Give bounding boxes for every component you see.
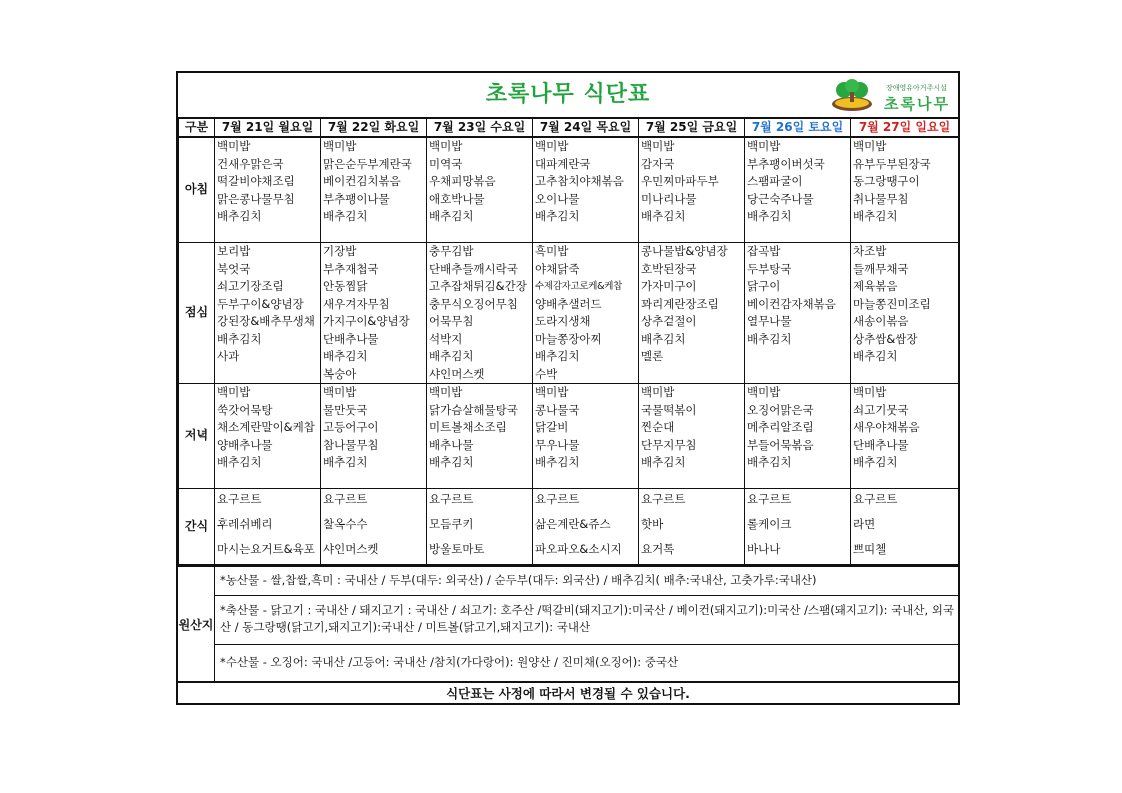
menu-item: 맑은순두부계란국: [323, 156, 412, 171]
menu-item: 동그랑땡구이: [853, 174, 920, 188]
menu-item: 배추김치: [323, 349, 368, 363]
snack-item: 쁘띠첼: [853, 542, 887, 556]
menu-item: 야채닭죽: [535, 261, 580, 276]
menu-item: 백미밥: [535, 385, 569, 399]
dinner-cell-sun: [851, 384, 959, 489]
snack-item: 마시는요거트&육포: [217, 542, 315, 556]
menu-item: 맑은콩나물무침: [217, 191, 295, 206]
menu-item: 배추김치: [429, 349, 474, 363]
menu-item: 백미밥: [641, 139, 675, 153]
footer-notice: 식단표는 사정에 따라서 변경될 수 있습니다.: [178, 681, 958, 705]
menu-item: 베이컨김치볶음: [323, 174, 401, 188]
menu-item: 배추김치: [429, 455, 474, 469]
snack-cell-sat: [745, 489, 851, 565]
snack-item: 찰옥수수: [323, 517, 368, 531]
menu-item: 배추김치: [217, 455, 262, 469]
snack-label: 간식: [179, 489, 215, 565]
menu-item: 백미밥: [323, 139, 357, 153]
menu-item: 백미밥: [747, 385, 781, 399]
menu-item: 미역국: [429, 156, 463, 171]
snack-item: 요구르트: [217, 492, 262, 506]
menu-item: 배추김치: [853, 349, 898, 363]
menu-item: 단무지무침: [641, 437, 697, 452]
menu-item: 어묵무침: [429, 314, 474, 328]
menu-item: 배추김치: [535, 349, 580, 363]
menu-item: 새우야채볶음: [853, 420, 920, 434]
snack-item: 요구르트: [747, 492, 792, 506]
menu-item: 상추쌈&쌈장: [853, 331, 918, 346]
menu-item: 배추김치: [217, 209, 262, 223]
menu-item: 대파계란국: [535, 156, 591, 171]
header-day-sun: 7월 27일 일요일: [851, 118, 959, 138]
meal-plan-sheet: [176, 71, 960, 705]
snack-item: 바나나: [747, 542, 781, 556]
menu-item: 쑥갓어묵탕: [217, 402, 273, 417]
dinner-cell-fri: [639, 384, 745, 489]
menu-item: 닭갈비: [535, 420, 569, 434]
menu-item: 도라지생채: [535, 314, 591, 328]
menu-item: 차조밥: [853, 244, 887, 258]
breakfast-cell-mon: [215, 137, 321, 243]
menu-item: 미트볼채소조림: [429, 420, 507, 434]
menu-item: 샤인머스켓: [429, 366, 485, 381]
menu-item: 오징어맑은국: [747, 402, 814, 417]
menu-item: 양배추샐러드: [535, 296, 602, 311]
lunch-cell-wed: [427, 243, 533, 384]
breakfast-cell-thu: [533, 137, 639, 243]
header-day-fri: 7월 25일 금요일: [639, 118, 745, 138]
snack-item: 요구르트: [535, 492, 580, 506]
page-title: 초록나무 식단표: [485, 82, 651, 107]
menu-item: 배추나물: [429, 437, 474, 452]
snack-item: 요구르트: [323, 492, 368, 506]
dinner-cell-sat: [745, 384, 851, 489]
origin-agricultural: *농산물 - 쌀,찹쌀,흑미 : 국내산 / 두부(대두: 외국산) / 순두부(대두: 외국산) / 배추김치( 배추:국내산, 고춧가루:국내산): [214, 567, 958, 596]
menu-item: 오이나물: [535, 191, 580, 206]
breakfast-cell-fri: [639, 137, 745, 243]
menu-item: 기장밥: [323, 244, 357, 258]
logo-subtitle: 장애영유아거주시설: [886, 84, 947, 92]
menu-item: 두부탕국: [747, 261, 792, 276]
origin-livestock: *축산물 - 닭고기 : 국내산 / 돼지고기 : 국내산 / 쇠고기: 호주산 /떡갈비(돼지고기):미국산 / 베이컨(돼지고기):미국산 /스팸(돼지고기): 국내산, 외국산 / 동그랑땡(닭고기,돼지고기):국내산 / 미트볼(닭고기,돼지고기): 국내산: [214, 596, 958, 645]
snack-item: 요거톡: [641, 542, 675, 556]
menu-item: 배추김치: [747, 331, 792, 346]
menu-item: 감자국: [641, 156, 675, 171]
menu-item: 백미밥: [853, 139, 887, 153]
menu-item: 당근숙주나물: [747, 191, 814, 206]
menu-item: 백미밥: [217, 385, 251, 399]
menu-item: 콩나물국: [535, 402, 580, 417]
menu-item: 단배추나물: [323, 331, 379, 346]
menu-item: 미나리나물: [641, 191, 697, 206]
menu-item: 메추리알조림: [747, 420, 814, 434]
header-row: [179, 118, 959, 138]
menu-item: 취나물무침: [853, 191, 909, 206]
menu-item: 복숭아: [323, 366, 357, 381]
snack-item: 요구르트: [429, 492, 474, 506]
breakfast-cell-wed: [427, 137, 533, 243]
dinner-cell-wed: [427, 384, 533, 489]
snack-item: 요구르트: [853, 492, 898, 506]
menu-item: 상추겉절이: [641, 314, 697, 328]
menu-item: 쇠고기뭇국: [853, 402, 909, 417]
snack-cell-tue: [321, 489, 427, 565]
snack-cell-fri: [639, 489, 745, 565]
menu-item: 떡갈비야채조림: [217, 174, 295, 188]
menu-item: 들깨무채국: [853, 261, 909, 276]
breakfast-cell-sun: [851, 137, 959, 243]
header-day-wed: 7월 23일 수요일: [427, 118, 533, 138]
menu-item: 배추김치: [747, 209, 792, 223]
origin-section: [178, 565, 958, 683]
menu-item: 닭가슴살해물탕국: [429, 402, 518, 417]
menu-item: 배추김치: [535, 209, 580, 223]
menu-item: 우채피망볶음: [429, 174, 496, 188]
menu-item: 백미밥: [429, 385, 463, 399]
menu-item: 베이컨감자채볶음: [747, 296, 836, 311]
lunch-cell-tue: [321, 243, 427, 384]
menu-item: 배추김치: [853, 209, 898, 223]
menu-item: 부추팽이버섯국: [747, 156, 825, 171]
menu-item: 스팸파굴이: [747, 174, 803, 188]
menu-item: 배추김치: [641, 455, 686, 469]
snack-item: 모듬쿠키: [429, 517, 474, 531]
menu-item: 고추참치야채볶음: [535, 174, 624, 188]
origin-label: 원산지: [178, 567, 215, 683]
snack-item: 핫바: [641, 517, 664, 531]
menu-item: 마늘쫑장아찌: [535, 331, 602, 346]
snack-cell-thu: [533, 489, 639, 565]
menu-item: 양배추나물: [217, 437, 273, 452]
menu-item: 호박된장국: [641, 261, 697, 276]
menu-item: 수박: [535, 366, 558, 381]
dinner-cell-tue: [321, 384, 427, 489]
menu-item: 백미밥: [535, 139, 569, 153]
menu-item: 배추김치: [853, 455, 898, 469]
snack-item: 파오파오&소시지: [535, 542, 622, 556]
snack-cell-mon: [215, 489, 321, 565]
menu-item: 단배추들깨시락국: [429, 261, 518, 276]
menu-item: 사과: [217, 349, 240, 363]
menu-item: 꽈리계란장조림: [641, 296, 719, 311]
snack-item: 라면: [853, 517, 876, 531]
snack-cell-wed: [427, 489, 533, 565]
dinner-row: [179, 384, 959, 489]
title-row: [178, 73, 958, 119]
snack-item: 샤인머스켓: [323, 542, 379, 556]
snack-item: 후레쉬베리: [217, 517, 273, 531]
menu-item: 백미밥: [747, 139, 781, 153]
menu-item: 무우나물: [535, 437, 580, 452]
header-day-sat: 7월 26일 토요일: [745, 118, 851, 138]
header-category: 구분: [179, 118, 215, 138]
lunch-label: 점심: [179, 243, 215, 384]
menu-item: 부추팽이나물: [323, 191, 390, 206]
menu-item: 부들어묵볶음: [747, 437, 814, 452]
lunch-cell-mon: [215, 243, 321, 384]
menu-item: 우민찌마파두부: [641, 174, 719, 188]
menu-item: 새우겨자무침: [323, 296, 390, 311]
menu-item: 백미밥: [853, 385, 887, 399]
menu-item: 콩나물밥&양념장: [641, 244, 728, 258]
menu-item: 잡곡밥: [747, 244, 781, 258]
snack-item: 삶은계란&쥬스: [535, 517, 611, 531]
menu-item: 고추잡채튀김&간장: [429, 279, 527, 293]
lunch-cell-fri: [639, 243, 745, 384]
menu-item: 고등어구이: [323, 420, 379, 434]
menu-item: 배추김치: [323, 209, 368, 223]
lunch-cell-sat: [745, 243, 851, 384]
menu-item: 북엇국: [217, 261, 251, 276]
breakfast-row: [179, 137, 959, 243]
menu-item: 닭구이: [747, 279, 781, 293]
breakfast-cell-sat: [745, 137, 851, 243]
snack-item: 요구르트: [641, 492, 686, 506]
menu-item: 배추김치: [323, 455, 368, 469]
snack-item: 롤케이크: [747, 517, 792, 531]
dinner-label: 저녁: [179, 384, 215, 489]
menu-item: 석박지: [429, 331, 463, 346]
menu-table: [178, 117, 959, 565]
menu-item: 단배추나물: [853, 437, 909, 452]
snack-cell-sun: [851, 489, 959, 565]
menu-item: 참나물무침: [323, 437, 379, 452]
lunch-cell-sun: [851, 243, 959, 384]
menu-item: 열무나물: [747, 314, 792, 328]
menu-item: 부추재첩국: [323, 261, 379, 276]
menu-item: 백미밥: [217, 139, 251, 153]
menu-item: 백미밥: [641, 385, 675, 399]
menu-item: 보리밥: [217, 244, 251, 258]
menu-item: 쇠고기장조림: [217, 279, 284, 293]
menu-item: 배추김치: [747, 455, 792, 469]
menu-item: 애호박나물: [429, 191, 485, 206]
menu-item: 배추김치: [217, 331, 262, 346]
menu-item: 배추김치: [641, 331, 686, 346]
menu-item: 강된장&배추무생채: [217, 314, 315, 328]
logo: [830, 77, 958, 113]
menu-item: 채소계란말이&케찹: [217, 420, 315, 434]
lunch-cell-thu: [533, 243, 639, 384]
menu-item: 충무식오징어무침: [429, 296, 518, 311]
menu-item: 찐순대: [641, 420, 675, 434]
menu-item: 새송이볶음: [853, 314, 909, 328]
menu-item: 백미밥: [429, 139, 463, 153]
logo-name: 초록나무: [884, 95, 950, 113]
breakfast-label: 아침: [179, 137, 215, 243]
header-day-mon: 7월 21일 월요일: [215, 118, 321, 138]
menu-item: 유부두부된장국: [853, 156, 931, 171]
dinner-cell-mon: [215, 384, 321, 489]
menu-item: 마늘쫑진미조림: [853, 296, 931, 311]
menu-item: 안동찜닭: [323, 279, 368, 293]
menu-item: 수제감자고로케&케찹: [535, 281, 623, 292]
menu-item: 배추김치: [641, 209, 686, 223]
menu-item: 국물떡볶이: [641, 402, 697, 417]
dinner-cell-thu: [533, 384, 639, 489]
breakfast-cell-tue: [321, 137, 427, 243]
menu-item: 가자미구이: [641, 279, 697, 293]
menu-item: 충무김밥: [429, 244, 474, 258]
menu-item: 건새우맑은국: [217, 156, 284, 171]
lunch-row: [179, 243, 959, 384]
snack-row: [179, 489, 959, 565]
menu-item: 가지구이&양념장: [323, 314, 410, 328]
menu-item: 두부구이&양념장: [217, 296, 304, 311]
menu-item: 배추김치: [429, 209, 474, 223]
menu-item: 흑미밥: [535, 244, 569, 258]
menu-item: 제육볶음: [853, 279, 898, 293]
header-day-thu: 7월 24일 목요일: [533, 118, 639, 138]
tree-logo-icon: [830, 78, 874, 112]
menu-item: 물만둣국: [323, 402, 368, 417]
menu-item: 멜론: [641, 349, 664, 363]
snack-item: 방울토마토: [429, 542, 485, 556]
header-day-tue: 7월 22일 화요일: [321, 118, 427, 138]
menu-item: 배추김치: [535, 455, 580, 469]
origin-seafood: *수산물 - 오징어: 국내산 /고등어: 국내산 /참치(가다랑어): 원양산 / 진미채(오징어): 중국산: [220, 655, 679, 669]
menu-item: 백미밥: [323, 385, 357, 399]
